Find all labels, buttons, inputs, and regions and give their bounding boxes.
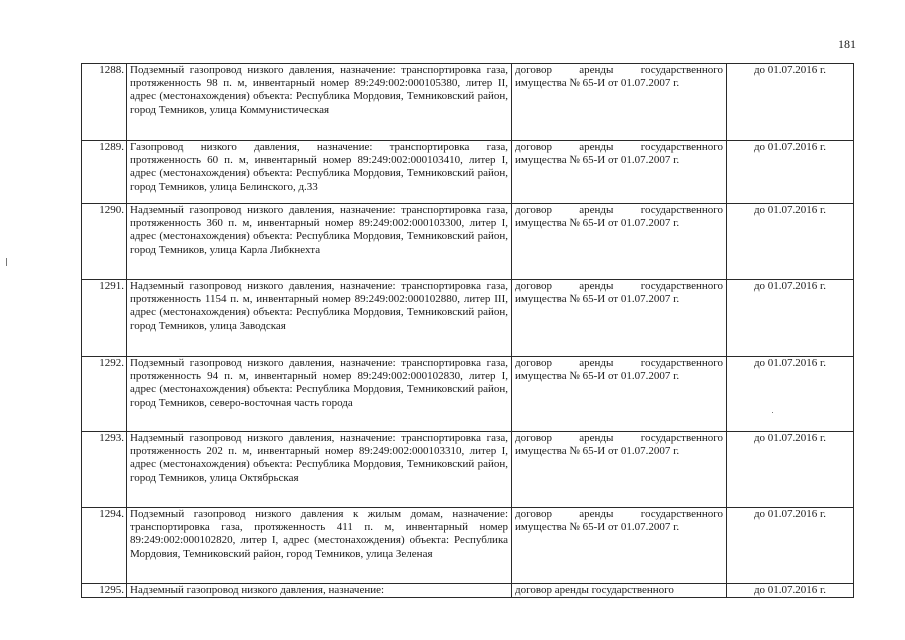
lease-contract: договор аренды государственного имущества № 65-И от 01.07.2007 г. — [512, 357, 727, 432]
lease-term: до 01.07.2016 г. — [727, 141, 854, 204]
table-row — [82, 508, 854, 584]
row-number: 1288. — [82, 64, 127, 141]
row-number: 1293. — [82, 432, 127, 508]
scan-artifact — [772, 412, 773, 413]
table-row — [82, 584, 854, 598]
lease-term: до 01.07.2016 г. — [727, 280, 854, 357]
lease-contract: договор аренды государственного — [512, 584, 727, 598]
table-row — [82, 64, 854, 141]
lease-contract: договор аренды государственного имущества № 65-И от 01.07.2007 г. — [512, 280, 727, 357]
table-row — [82, 357, 854, 432]
row-number: 1294. — [82, 508, 127, 584]
row-number: 1289. — [82, 141, 127, 204]
object-description: Подземный газопровод низкого давления, назначение: транспортировка газа, протяженность 98 п. м, инвентарный номер 89:249:002:000105380, литер II, адрес (местонахождения) объекта: Республика Мордовия, Темниковский район, город Темников, улица Коммунистическая — [127, 64, 512, 141]
lease-contract: договор аренды государственного имущества № 65-И от 01.07.2007 г. — [512, 204, 727, 280]
property-registry-table — [81, 63, 854, 598]
page-number: 181 — [838, 37, 856, 51]
lease-term: до 01.07.2016 г. — [727, 357, 854, 432]
row-number: 1291. — [82, 280, 127, 357]
object-description: Надземный газопровод низкого давления, назначение: транспортировка газа, протяженность 1154 п. м, инвентарный номер 89:249:002:000102880, литер III, адрес (местонахождения) объекта: Республика Мордовия, Темниковский район, город Темников, улица Заводская — [127, 280, 512, 357]
object-description: Надземный газопровод низкого давления, назначение: транспортировка газа, протяженность 202 п. м, инвентарный номер 89:249:002:000103310, литер I, адрес (местонахождения) объекта: Республика Мордовия, Темниковский район, город Темников, улица Октябрьская — [127, 432, 512, 508]
row-number: 1295. — [82, 584, 127, 598]
lease-contract: договор аренды государственного имущества № 65-И от 01.07.2007 г. — [512, 141, 727, 204]
table-row — [82, 141, 854, 204]
object-description: Подземный газопровод низкого давления к жилым домам, назначение: транспортировка газа, протяженность 411 п. м, инвентарный номер 89:249:002:000102820, литер I, адрес (местонахождения) объекта: Республика Мордовия, Темниковский район, город Темников, улица Зеленая — [127, 508, 512, 584]
row-number: 1290. — [82, 204, 127, 280]
lease-term: до 01.07.2016 г. — [727, 64, 854, 141]
table-row — [82, 204, 854, 280]
lease-term: до 01.07.2016 г. — [727, 204, 854, 280]
lease-contract: договор аренды государственного имущества № 65-И от 01.07.2007 г. — [512, 64, 727, 141]
lease-contract: договор аренды государственного имущества № 65-И от 01.07.2007 г. — [512, 508, 727, 584]
object-description: Подземный газопровод низкого давления, назначение: транспортировка газа, протяженность 94 п. м, инвентарный номер 89:249:002:000102830, литер I, адрес (местонахождения) объекта: Республика Мордовия, Темниковский район, город Темников, северо-восточная часть города — [127, 357, 512, 432]
lease-term: до 01.07.2016 г. — [727, 584, 854, 598]
object-description: Надземный газопровод низкого давления, назначение: — [127, 584, 512, 598]
lease-term: до 01.07.2016 г. — [727, 508, 854, 584]
object-description: Надземный газопровод низкого давления, назначение: транспортировка газа, протяженность 360 п. м, инвентарный номер 89:249:002:000103300, литер I, адрес (местонахождения) объекта: Республика Мордовия, Темниковский район, город Темников, улица Карла Либкнехта — [127, 204, 512, 280]
table-row — [82, 432, 854, 508]
lease-term: до 01.07.2016 г. — [727, 432, 854, 508]
table-row — [82, 280, 854, 357]
scan-artifact — [6, 258, 7, 266]
object-description: Газопровод низкого давления, назначение: транспортировка газа, протяженность 60 п. м, инвентарный номер 89:249:002:000103410, литер I, адрес (местонахождения) объекта: Республика Мордовия, Темниковский район, город Темников, улица Белинского, д.33 — [127, 141, 512, 204]
lease-contract: договор аренды государственного имущества № 65-И от 01.07.2007 г. — [512, 432, 727, 508]
row-number: 1292. — [82, 357, 127, 432]
